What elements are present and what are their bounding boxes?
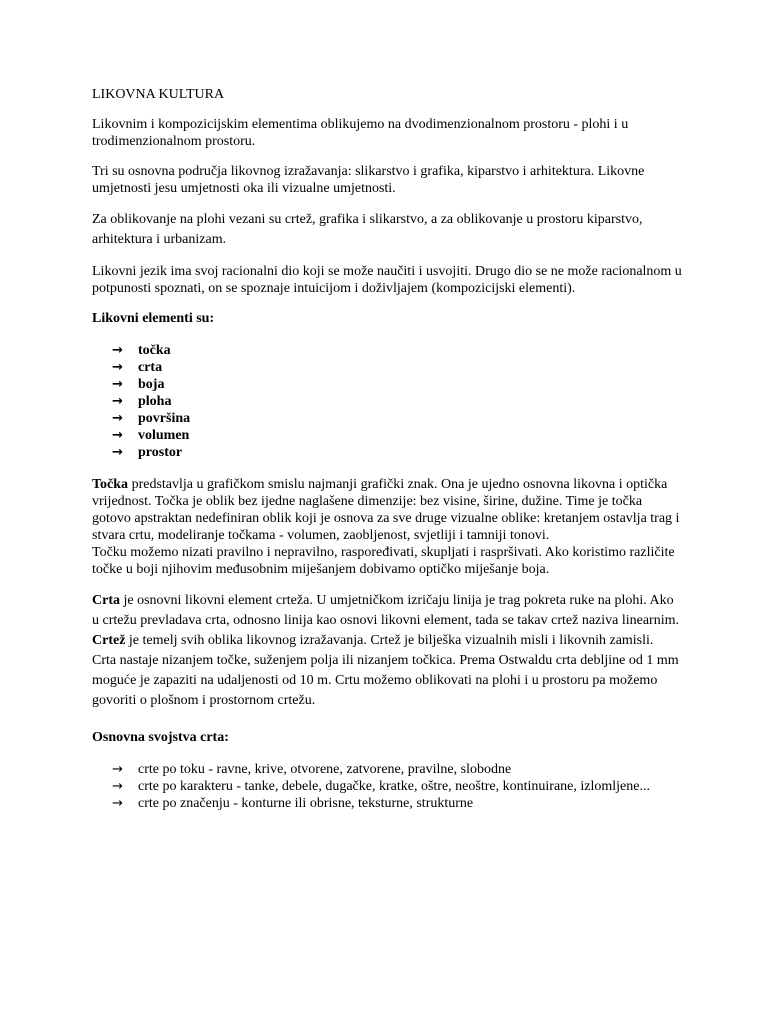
list-item: → crte po značenju - konturne ili obrisne, teksturne, strukturne [112,796,474,811]
paragraph-tocka: Točka predstavlja u grafičkom smislu najmanji grafički znak. Ona je ujedno osnovna likovna i optička vrijednost. Točka je oblik bez ijedne naglašene dimenzije: bez visine, širine, dužine. Time je točka gotovo apstraktan nedefiniran oblik koji je osnova za sve druge vizualne oblike: kretanjem ostavlja trag i stvara crtu, modeliranje točkama - volumen, zaobljenost, svjetliji i tamniji tonovi. [92,477,680,543]
list-item: → crte po karakteru - tanke, debele, dugačke, kratke, oštre, neoštre, kontinuirane, izlomljene... [112,779,650,794]
term-crtez: Crtež [92,633,126,648]
list-item: → crte po toku - ravne, krive, otvorene, zatvorene, pravilne, slobodne [112,762,512,777]
list-item: → površina [112,411,191,426]
list-item: → ploha [112,394,172,409]
arrow-right-icon: → [112,796,123,811]
arrow-right-icon: → [112,762,123,777]
term-crta: Crta [92,593,120,608]
paragraph-intro: Likovnim i kompozicijskim elementima oblikujemo na dvodimenzionalnom prostoru - plohi i u trodimenzionalnom prostoru. [92,117,629,149]
list-item: → prostor [112,445,183,460]
elements-list [92,342,682,461]
arrow-right-icon: → [112,377,123,392]
paragraph-language: Likovni jezik ima svoj racionalni dio koji se može naučiti i usvojiti. Drugo dio se ne može racionalnom u potpunosti spoznati, on se spoznaje intuicijom i doživljajem (kompozicijski elementi). [92,264,682,296]
list-item: → boja [112,377,165,392]
properties-heading: Osnovna svojstva crta: [92,730,229,745]
paragraph-shaping: Za oblikovanje na plohi vezani su crtež, grafika i slikarstvo, a za oblikovanje u prostoru kiparstvo, arhitektura i urbanizam. [92,212,643,247]
document-page [92,86,682,827]
arrow-right-icon: → [112,394,123,409]
properties-list [92,761,682,812]
document-title: LIKOVNA KULTURA [92,87,225,102]
arrow-right-icon: → [112,360,123,375]
list-item: → točka [112,343,171,358]
arrow-right-icon: → [112,445,123,460]
elements-heading: Likovni elementi su: [92,311,215,326]
arrow-right-icon: → [112,411,123,426]
paragraph-areas: Tri su osnovna područja likovnog izražavanja: slikarstvo i grafika, kiparstvo i arhitektura. Likovne umjetnosti jesu umjetnosti oka ili vizualne umjetnosti. [92,164,645,196]
list-item: → volumen [112,428,190,443]
arrow-right-icon: → [112,779,123,794]
paragraph-crtez: Crtež je temelj svih oblika likovnog izražavanja. Crtež je bilješka vizualnih misli i likovnih zamisli. [92,633,654,648]
paragraph-crta: Crta je osnovni likovni element crteža. U umjetničkom izričaju linija je trag pokreta ruke na plohi. Ako u crtežu prevladava crta, odnosno linija kao osnovi likovni element, tada se takav crtež naziva linearnim. [92,593,680,628]
term-tocka: Točka [92,477,129,492]
list-item: → crta [112,360,163,375]
arrow-right-icon: → [112,428,123,443]
paragraph-crtez-2: Crta nastaje nizanjem točke, suženjem polja ili nizanjem točkica. Prema Ostwaldu crta debljine od 1 mm moguće je zapaziti na udaljenosti od 10 m. Crtu možemo oblikovati na plohi i u prostoru pa možemo govoriti o plošnom i prostornom crtežu. [92,653,679,708]
paragraph-tocka-2: Točku možemo nizati pravilno i nepravilno, raspoređivati, skupljati i raspršivati. Ako koristimo različite točke u boji njihovim međusobnim miješanjem dobivamo optičko miješanje boja. [92,545,675,577]
arrow-right-icon: → [112,343,123,358]
